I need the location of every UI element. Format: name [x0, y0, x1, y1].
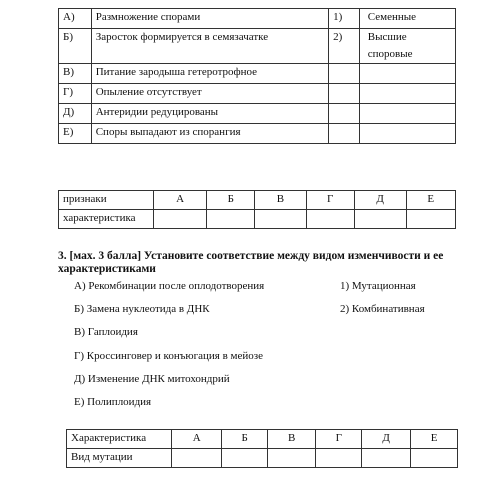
answer-grid-column: Б — [207, 191, 255, 210]
option-number — [329, 124, 360, 144]
answer-cell[interactable] — [267, 449, 316, 468]
question-3-title: 3. [мах. 3 балла] Установите соответствие между видом изменчивости и ее характеристиками — [58, 250, 444, 275]
matching-table — [58, 8, 456, 144]
answer-grid-row-label: Вид мутации — [67, 449, 172, 468]
answer-grid-answer-row — [59, 210, 456, 229]
answer-grid-column: Е — [406, 191, 455, 210]
option-text: Семенные — [359, 9, 455, 29]
variability-item: Б) Замена нуклеотида в ДНК — [74, 303, 210, 315]
option-text — [359, 124, 455, 144]
row-text: Питание зародыша гетеротрофное — [91, 64, 328, 84]
answer-cell[interactable] — [172, 449, 222, 468]
answer-cell[interactable] — [255, 210, 306, 229]
option-text — [359, 64, 455, 84]
variability-option: 1) Мутационная — [340, 280, 416, 292]
answer-grid-header-label: Характеристика — [67, 430, 172, 449]
variability-item: В) Гаплоидия — [74, 326, 138, 338]
answer-grid-header-row — [67, 430, 458, 449]
answer-cell[interactable] — [222, 449, 268, 468]
option-text — [359, 104, 455, 124]
option-number — [329, 64, 360, 84]
variability-option: 2) Комбинативная — [340, 303, 425, 315]
answer-cell[interactable] — [316, 449, 362, 468]
answer-grid-header-row — [59, 191, 456, 210]
answer-grid-column: А — [154, 191, 207, 210]
answer-grid-row-label: характеристика — [59, 210, 154, 229]
row-text: Антеридии редуцированы — [91, 104, 328, 124]
row-text: Опыление отсутствует — [91, 84, 328, 104]
answer-cell[interactable] — [354, 210, 406, 229]
answer-grid-column: Е — [411, 430, 458, 449]
answer-grid-column: Д — [354, 191, 406, 210]
variability-item: А) Рекомбинации после оплодотворения — [74, 280, 265, 292]
variability-item: Е) Полиплоидия — [74, 396, 152, 408]
answer-grid-column: Б — [222, 430, 268, 449]
answer-grid-column: Г — [316, 430, 362, 449]
option-number — [329, 84, 360, 104]
matching-row — [59, 9, 456, 29]
matching-row — [59, 104, 456, 124]
row-letter: В) — [59, 64, 92, 84]
answer-cell[interactable] — [411, 449, 458, 468]
option-text — [359, 84, 455, 104]
option-number: 2) — [329, 29, 360, 64]
answer-cell[interactable] — [362, 449, 411, 468]
answer-grid-answer-row — [67, 449, 458, 468]
answer-grid-signs — [58, 190, 456, 229]
row-letter: Г) — [59, 84, 92, 104]
matching-row — [59, 84, 456, 104]
answer-grid-column: А — [172, 430, 222, 449]
row-text: Заросток формируется в семязачатке — [91, 29, 328, 64]
option-text: Высшие споровые — [359, 29, 455, 64]
answer-cell[interactable] — [406, 210, 455, 229]
answer-grid-column: В — [255, 191, 306, 210]
row-letter: Д) — [59, 104, 92, 124]
matching-row — [59, 124, 456, 144]
matching-row — [59, 64, 456, 84]
answer-cell[interactable] — [154, 210, 207, 229]
answer-cell[interactable] — [306, 210, 354, 229]
row-text: Размножение спорами — [91, 9, 328, 29]
matching-row — [59, 29, 456, 64]
answer-grid-column: В — [267, 430, 316, 449]
variability-item: Г) Кроссинговер и конъюгация в мейозе — [74, 350, 264, 362]
answer-grid-header-label: признаки — [59, 191, 154, 210]
option-number: 1) — [329, 9, 360, 29]
row-letter: Е) — [59, 124, 92, 144]
row-letter: Б) — [59, 29, 92, 64]
variability-item: Д) Изменение ДНК митохондрий — [74, 373, 230, 385]
row-letter: А) — [59, 9, 92, 29]
answer-grid-mutations — [66, 429, 458, 468]
answer-grid-column: Г — [306, 191, 354, 210]
option-number — [329, 104, 360, 124]
answer-grid-column: Д — [362, 430, 411, 449]
row-text: Споры выпадают из спорангия — [91, 124, 328, 144]
answer-cell[interactable] — [207, 210, 255, 229]
